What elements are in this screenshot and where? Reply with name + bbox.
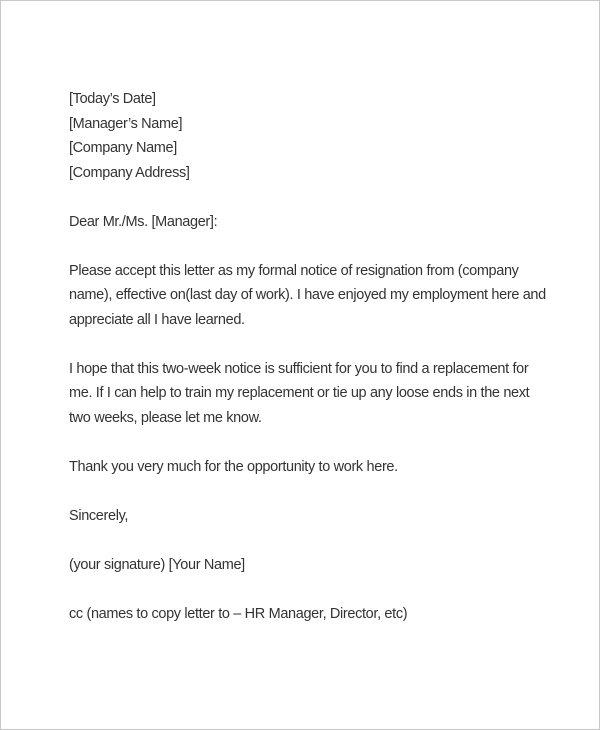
paragraph-line: name), effective on(last day of work). I have enjoyed my employment here and	[69, 287, 546, 303]
closing-text: Sincerely,	[69, 507, 129, 524]
paragraph-line: appreciate all I have learned.	[69, 311, 245, 328]
paragraph-resignation-notice	[69, 259, 546, 333]
resignation-letter	[69, 87, 546, 651]
manager-name-line: [Manager’s Name]	[69, 115, 183, 132]
date-line: [Today’s Date]	[69, 91, 156, 107]
cc-line	[69, 602, 539, 627]
salutation	[69, 210, 539, 235]
thanks-text: Thank you very much for the opportunity to work here.	[69, 458, 398, 475]
signature-block	[69, 553, 539, 578]
company-name-line: [Company Name]	[69, 140, 177, 156]
company-address-line: [Company Address]	[69, 164, 190, 181]
paragraph-line: me. If I can help to train my replacement or tie up any loose ends in the next	[69, 385, 530, 401]
paragraph-line: Please accept this letter as my formal notice of resignation from (company	[69, 262, 519, 279]
paragraph-line: two weeks, please let me know.	[69, 409, 262, 426]
paragraph-line: I hope that this two-week notice is sufficient for you to find a replacement for	[69, 360, 529, 377]
salutation-text: Dear Mr./Ms. [Manager]:	[69, 213, 218, 230]
paragraph-two-week-notice	[69, 357, 539, 431]
paragraph-thanks	[69, 455, 539, 480]
signature-text: (your signature) [Your Name]	[69, 556, 245, 573]
address-block	[69, 87, 539, 185]
closing	[69, 504, 539, 529]
cc-text: cc (names to copy letter to – HR Manager, Director, etc)	[69, 605, 408, 622]
